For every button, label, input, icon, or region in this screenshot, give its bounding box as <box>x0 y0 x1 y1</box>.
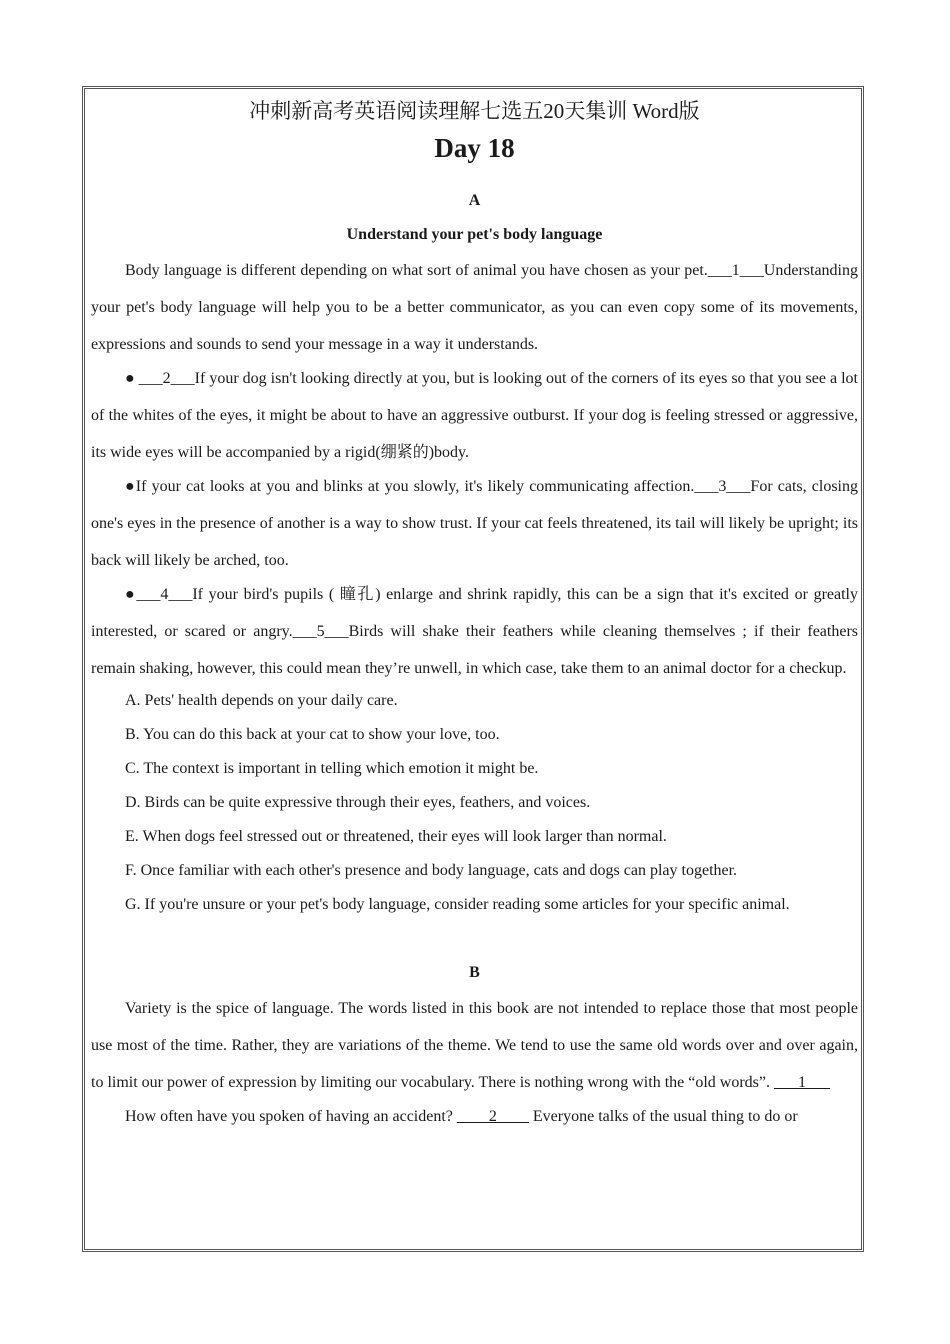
section-b-p2-text-before: How often have you spoken of having an accident? <box>125 1108 457 1125</box>
option-a: A. Pets' health depends on your daily care. <box>125 692 398 709</box>
section-b-p2-text-after: Everyone talks of the usual thing to do or <box>528 1108 798 1125</box>
section-a-paragraph-bird: ●___4___If your bird's pupils ( 瞳孔) enlarge and shrink rapidly, this can be a sign that it's excited or greatly interested, or scared or angry.___5___Birds will shake their feathers while cleaning themselves ; if their feathers remain shaking, however, this could mean they’re unwell, in which case, take them to an animal doctor for a checkup. <box>91 586 858 677</box>
section-a-label: A <box>468 192 481 209</box>
section-b-paragraph-2 <box>91 1098 858 1135</box>
option-g: G. If you're unsure or your pet's body language, consider reading some articles for your specific animal. <box>125 896 790 913</box>
section-a-paragraph-cat: ●If your cat looks at you and blinks at you slowly, it's likely communicating affection.___3___For cats, closing one's eyes in the presence of another is a way to show trust. If your cat feels threatened, its tail will likely be upright; its back will likely be arched, too. <box>91 478 858 569</box>
document-title: 冲刺新高考英语阅读理解七选五20天集训 Word版 <box>249 99 700 123</box>
section-b-label: B <box>469 964 480 981</box>
section-b-paragraph-1 <box>91 990 858 1101</box>
option-b: B. You can do this back at your cat to show your love, too. <box>125 726 500 743</box>
blank-1: ___1___ <box>774 1074 830 1091</box>
section-a-paragraph: Body language is different depending on what sort of animal you have chosen as your pet.___1___Understanding your pet's body language will help you to be a better communicator, as you can even copy some of its movements, expressions and sounds to send your message in a way it understands. <box>91 262 858 353</box>
option-d: D. Birds can be quite expressive through their eyes, feathers, and voices. <box>125 794 591 811</box>
document-body <box>91 92 858 1135</box>
option-f: F. Once familiar with each other's presence and body language, cats and dogs can play together. <box>125 862 738 879</box>
section-a-paragraph-dog: ● ___2___If your dog isn't looking directly at you, but is looking out of the corners of its eyes so that you see a lot of the whites of the eyes, it might be about to have an aggressive outburst. If your dog is feeling stressed or aggressive, its wide eyes will be accompanied by a rigid(绷紧的)body. <box>91 370 858 461</box>
section-spacer <box>91 922 858 956</box>
blank-2: ____2____ <box>456 1108 529 1125</box>
section-a-title: Understand your pet's body language <box>346 226 603 243</box>
option-e: E. When dogs feel stressed out or threatened, their eyes will look larger than normal. <box>125 828 667 845</box>
day-heading: Day 18 <box>434 133 515 163</box>
option-c: C. The context is important in telling which emotion it might be. <box>125 760 539 777</box>
section-b-p1-text: Variety is the spice of language. The words listed in this book are not intended to replace those that most people use most of the time. Rather, they are variations of the theme. We tend to use the same old words over and over again, to limit our power of expression by limiting our vocabulary. There is nothing wrong with the “old words”. <box>91 1000 858 1091</box>
